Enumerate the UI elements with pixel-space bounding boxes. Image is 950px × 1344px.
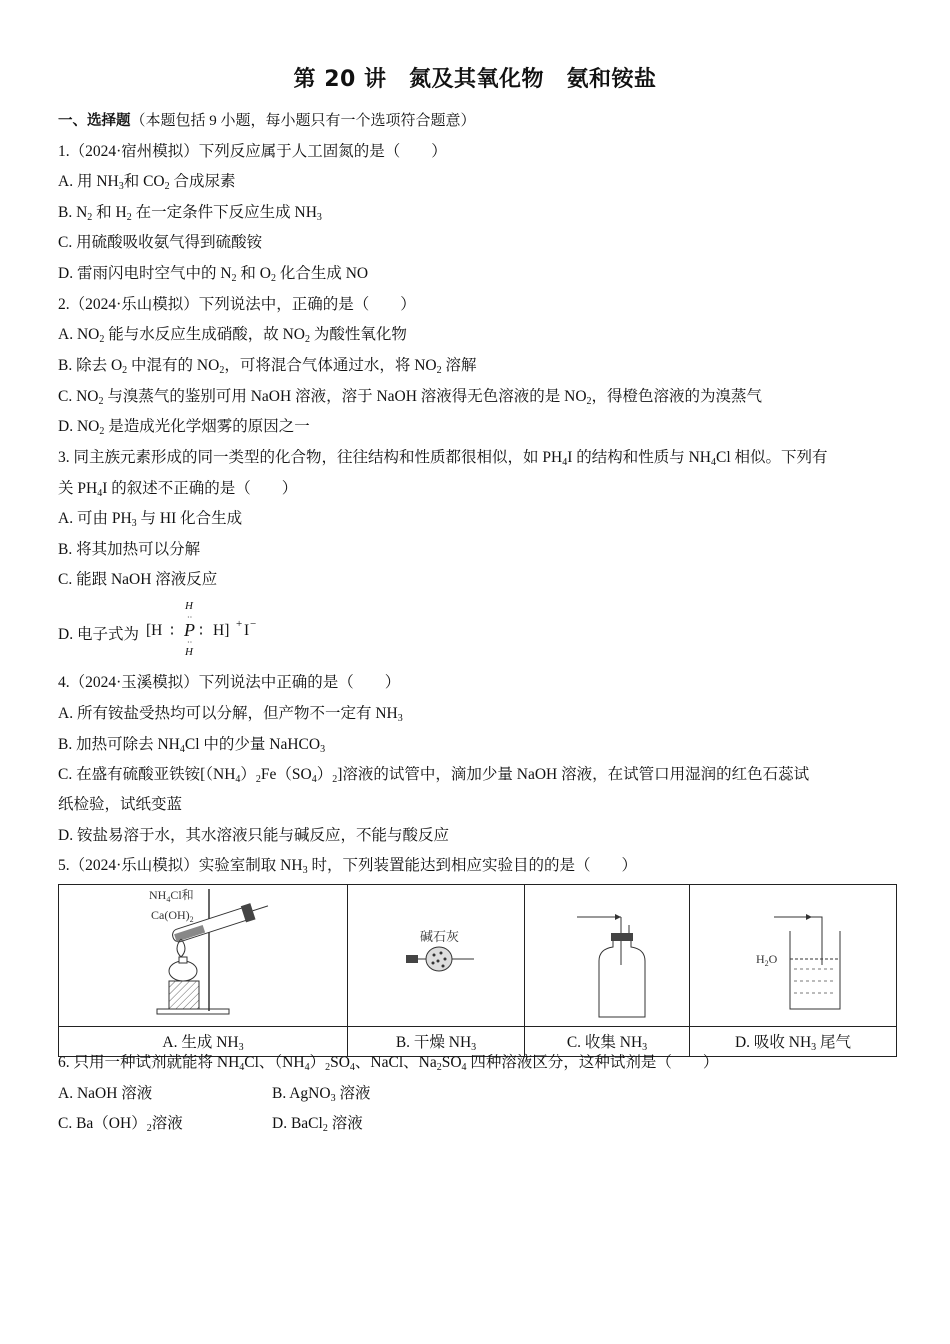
option-d-prefix: D. 电子式为	[58, 626, 139, 643]
lewis-h-top: H	[185, 600, 193, 612]
question-1-option-d: D. 雷雨闪电时空气中的 $N_2$ 和 $O_2$ 化合生成 NO	[58, 265, 369, 284]
question-6-option-c: C. $Ba(OH)_2$溶液	[58, 1115, 183, 1134]
question-3-option-a: A. 可由 $PH_3$ 与 HI 化合生成	[58, 510, 243, 529]
caption-d: D. 吸收 $NH_3$ 尾气	[690, 1027, 897, 1057]
question-3-option-b: B. 将其加热可以分解	[58, 541, 201, 558]
page-title: 第 20 讲 氮及其氧化物 氨和铵盐	[293, 67, 657, 92]
question-6-option-d: D. BaCl$_2$ 溶液	[272, 1115, 363, 1134]
question-2-option-d: D. $NO_2$ 是造成光化学烟雾的原因之一	[58, 418, 310, 437]
question-3-stem-line1: 3. 同主族元素形成的同一类型的化合物，往往结构和性质都很相似，如 $PH_4I$ 的结构和性质与 $NH_4Cl$ 相似。下列有	[58, 449, 828, 468]
lewis-charge-minus: −	[250, 618, 257, 630]
question-5-stem: 5.（2024·乐山模拟）实验室制取 $NH_3$ 时，下列装置能达到相应实验目的的是（ ）	[58, 857, 637, 876]
apparatus-d-cell	[690, 885, 897, 1027]
question-2-option-b: B. 除去 $O_2$ 中混有的 $NO_2$，可将混合气体通过水，将 $NO_2$ 溶解	[58, 357, 477, 376]
question-2-option-c: C. $NO_2$ 与溴蒸气的鉴别可用 NaOH 溶液，溶于 NaOH 溶液得无色溶液的是 $NO_2$，得橙色溶液的为溴蒸气	[58, 388, 763, 407]
question-4-option-c-line2: 纸检验，试纸变蓝	[58, 796, 183, 813]
lewis-dots-top: ··	[187, 613, 193, 622]
caption-b: B. 干燥 $NH_3$	[348, 1027, 525, 1057]
question-6-option-a: A. NaOH 溶液	[58, 1085, 153, 1102]
section-label: 一、选择题	[58, 113, 131, 129]
question-6-stem: 6. 只用一种试剂就能将 $NH_4Cl$、$(NH_4)_2SO_4$、NaCl、$Na_2SO_4$ 四种溶液区分，这种试剂是（ ）	[58, 1054, 719, 1073]
label-a-line2: $Ca(OH)_2$	[151, 908, 194, 924]
apparatus-c-drawing	[525, 885, 689, 1021]
question-4-option-b: B. 加热可除去 $NH_4Cl$ 中的少量 NaHCO$_3$	[58, 736, 326, 755]
bottle-stopper	[611, 933, 633, 941]
label-water: $H_2O$	[756, 952, 778, 968]
section-note: （本题包括 9 小题，每小题只有一个选项符合题意）	[130, 113, 476, 129]
drying-tube-bulb	[426, 947, 452, 971]
alcohol-lamp	[169, 961, 197, 981]
question-3-stem-line2: 关 $PH_4I$ 的叙述不正确的是（ ）	[58, 480, 298, 499]
drying-tube-stopper	[406, 955, 418, 963]
question-1-option-c: C. 用硫酸吸收氨气得到硫酸铵	[58, 234, 263, 251]
lewis-colon-left: ∶	[170, 623, 175, 640]
question-4-option-d: D. 铵盐易溶于水，其水溶液只能与碱反应，不能与酸反应	[58, 827, 449, 844]
beaker	[790, 931, 840, 1009]
question-4-option-c-line1: C. 在盛有硫酸亚铁铵$[(NH_4)_2Fe(SO_4)_2]$溶液的试管中，滴加少量 NaOH 溶液，在试管口用湿润的红色石蕊试	[58, 766, 810, 785]
lamp-block	[169, 981, 199, 1009]
lewis-dots-bottom: ··	[187, 638, 193, 647]
section-heading	[58, 111, 476, 131]
caption-a: A. 生成 $NH_3$	[59, 1027, 348, 1057]
apparatus-table	[58, 884, 897, 1057]
apparatus-c-cell	[525, 885, 690, 1027]
question-1-option-a: A. 用 $NH_3$和 $CO_2$ 合成尿素	[58, 173, 236, 192]
lewis-iodide: I	[244, 622, 250, 639]
lewis-p-atom: P	[184, 620, 195, 640]
lewis-charge-plus: +	[236, 618, 243, 630]
question-4-option-a: A. 所有铵盐受热均可以分解，但产物不一定有 $NH_3$	[58, 705, 403, 724]
gas-bottle	[599, 941, 645, 1017]
question-2-stem: 2.（2024·乐山模拟）下列说法中，正确的是（ ）	[58, 296, 416, 313]
apparatus-d-drawing	[690, 885, 896, 1021]
lewis-colon-right: ∶	[199, 623, 204, 640]
inlet-tube	[812, 917, 822, 965]
lewis-h-right-bracket: H]	[213, 622, 230, 639]
label-soda-lime: 碱石灰	[420, 929, 460, 944]
apparatus-b-cell	[348, 885, 525, 1027]
lewis-left-bracket-h: [H	[146, 622, 163, 639]
caption-c: C. 收集 $NH_3$	[525, 1027, 690, 1057]
apparatus-a-cell	[59, 885, 348, 1027]
question-3-option-c: C. 能跟 NaOH 溶液反应	[58, 571, 218, 588]
question-2-option-a: A. $NO_2$ 能与水反应生成硝酸，故 $NO_2$ 为酸性氧化物	[58, 326, 407, 345]
apparatus-a-drawing	[59, 885, 347, 1021]
label-a-line1: $NH_4Cl$和	[149, 888, 194, 904]
stand-base	[157, 1009, 229, 1014]
lewis-h-bottom: H	[185, 646, 193, 658]
question-6-option-b: B. AgNO$_3$ 溶液	[272, 1085, 371, 1104]
apparatus-b-drawing	[348, 885, 524, 1021]
question-3-option-d	[58, 600, 358, 664]
question-1-option-b: B. $N_2$ 和 $H_2$ 在一定条件下反应生成 $NH_3$	[58, 204, 322, 223]
question-1-stem: 1.（2024·宿州模拟）下列反应属于人工固氮的是（ ）	[58, 143, 447, 160]
question-4-stem: 4.（2024·玉溪模拟）下列说法中正确的是（ ）	[58, 674, 401, 691]
